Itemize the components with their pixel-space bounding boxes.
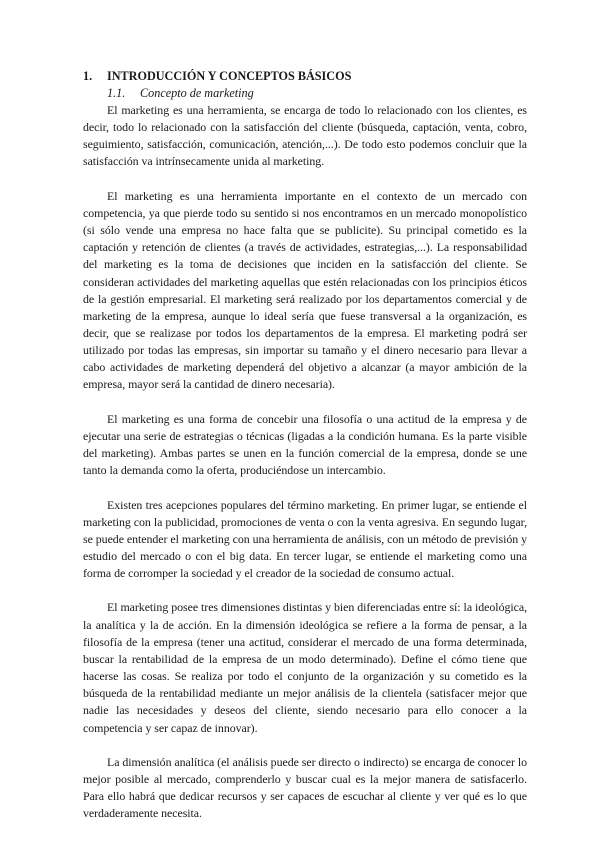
section-number: 1. xyxy=(83,69,93,83)
subsection-title: Concepto de marketing xyxy=(140,86,254,100)
document-page xyxy=(83,68,527,840)
section-title: INTRODUCCIÓN Y CONCEPTOS BÁSICOS xyxy=(107,69,352,83)
paragraph: El marketing es una forma de concebir una filosofía o una actitud de la empresa y de ejecutar una serie de estrategias o técnicas (ligadas a la condición humana. Es la parte visible del marketing). Ambas partes se unen en la función comercial de la empresa, donde se une tanto la demanda como la oferta, produciéndose un intercambio. xyxy=(83,411,527,478)
subsection-number: 1.1. xyxy=(107,86,126,100)
subsection-heading xyxy=(83,85,527,102)
paragraph: El marketing posee tres dimensiones distintas y bien diferenciadas entre sí: la ideológica, la analítica y la de acción. En la dimensión ideológica se refiere a la forma de pensar, a la filosofía de la empresa (tener una actitud, considerar el mercado de una forma determinada, buscar la rentabilidad de la empresa de un modo determinado). Define el cómo tiene que hacerse las cosas. Se realiza por todo el conjunto de la organización y su cometido es la búsqueda de la rentabilidad mediante un mejor análisis de la clientela (satisfacer mejor que nadie las necesidades y deseos del cliente, siendo necesario para ello conocer a la competencia y ser capaz de innovar). xyxy=(83,600,527,735)
paragraph: La dimensión analítica (el análisis puede ser directo o indirecto) se encarga de conocer lo mejor posible al mercado, comprenderlo y buscar cual es la mejor manera de satisfacerlo. Para ello habrá que dedicar recursos y ser capaces de escuchar al cliente y ver qué es lo que verdaderamente necesita. xyxy=(83,754,527,821)
paragraph: Existen tres acepciones populares del término marketing. En primer lugar, se entiende el marketing con la publicidad, promociones de venta o con la venta agresiva. En segundo lugar, se puede entender el marketing con una herramienta de análisis, con un método de previsión y estudio del mercado o con el big data. En tercer lugar, se entiende el marketing como una forma de corromper la sociedad y el creador de la sociedad de consumo actual. xyxy=(83,497,527,581)
paragraph: El marketing es una herramienta importante en el contexto de un mercado con competencia, ya que pierde todo su sentido si nos encontramos en un mercado monopolístico (si sólo vende una empresa no hace falta que se publicite). Su principal cometido es la captación y retención de clientes (a través de actividades, estrategias,...). La responsabilidad del marketing es la toma de decisiones que inciden en la satisfacción del cliente. Se consideran actividades del marketing aquellas que estén relacionadas con los principios éticos de la gestión empresarial. El marketing será realizado por los departamentos comercial y de marketing de la empresa, aunque lo ideal sería que fuese transversal a la organización, es decir, que se realizase por todos los departamentos de la empresa. El marketing podrá ser utilizado por todas las empresas, sin importar su tamaño y el dinero necesario para llevar a cabo actividades de marketing dependerá del objetivo a alcanzar (a mayor ambición de la empresa, mayor será la cantidad de dinero necesaria). xyxy=(83,188,527,392)
section-heading xyxy=(83,68,527,85)
paragraph: El marketing es una herramienta, se encarga de todo lo relacionado con los clientes, es decir, todo lo relacionado con la satisfacción del cliente (búsqueda, captación, venta, cobro, seguimiento, satisfacción, comunicación, atención,...). De todo esto podemos concluir que la satisfacción va intrínsecamente unida al marketing. xyxy=(83,103,527,169)
